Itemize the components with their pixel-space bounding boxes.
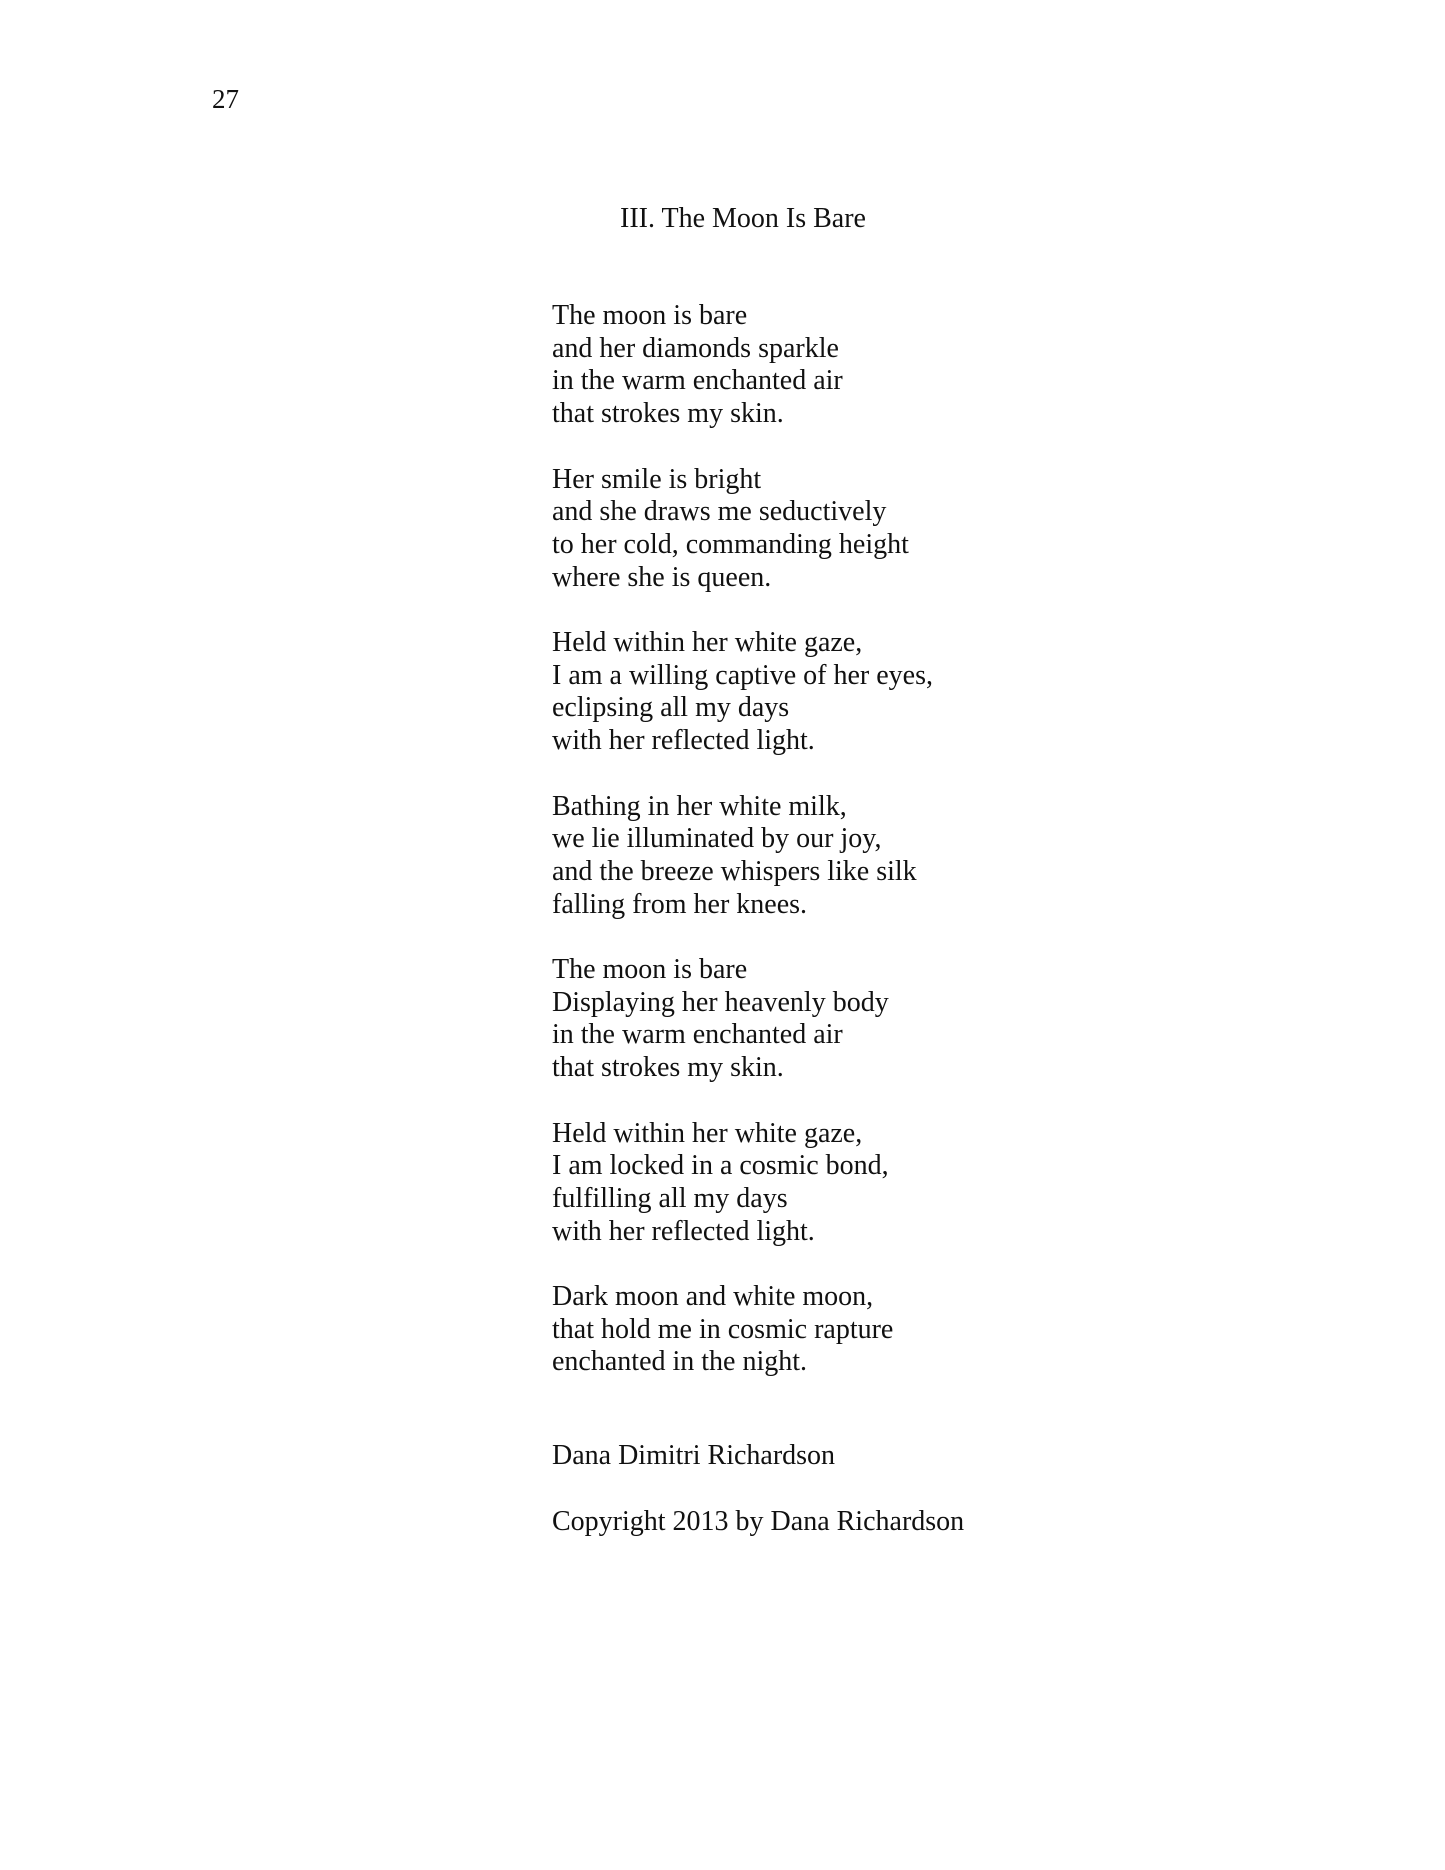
stanza-7	[552, 1281, 933, 1379]
poem-line: The moon is bare	[552, 954, 748, 985]
poem-line: with her reflected light.	[552, 725, 815, 757]
poem-line: The moon is bare	[552, 300, 748, 331]
poem-line: in the warm enchanted air	[552, 1019, 843, 1051]
poem-title: III. The Moon Is Bare	[620, 203, 866, 234]
poem-line: Displaying her heavenly body	[552, 986, 889, 1018]
poem-line: with her reflected light.	[552, 1215, 815, 1247]
poem-line: in the warm enchanted air	[552, 365, 843, 397]
poem-line: enchanted in the night.	[552, 1346, 808, 1378]
poem-line: Bathing in her white milk,	[552, 790, 847, 822]
stanza-2	[552, 464, 933, 595]
poem-line: where she is queen.	[552, 561, 772, 593]
poem-line: Dark moon and white moon,	[552, 1281, 874, 1312]
stanza-6	[552, 1118, 933, 1249]
poem-line: and her diamonds sparkle	[552, 332, 839, 364]
poem-line: fulfilling all my days	[552, 1182, 788, 1214]
poem-line: and she draws me seductively	[552, 496, 887, 528]
stanza-5	[552, 954, 933, 1085]
author-name: Dana Dimitri Richardson	[552, 1440, 836, 1471]
stanza-1	[552, 300, 933, 431]
poem-line: Held within her white gaze,	[552, 1117, 863, 1149]
poem-line: Her smile is bright	[552, 463, 762, 495]
poem-line: that hold me in cosmic rapture	[552, 1313, 894, 1345]
poem-line: that strokes my skin.	[552, 1052, 784, 1084]
page-number: 27	[212, 84, 239, 114]
stanza-3	[552, 627, 933, 758]
poem-line: that strokes my skin.	[552, 398, 784, 430]
poem-line: and the breeze whispers like silk	[552, 855, 917, 887]
copyright-notice: Copyright 2013 by Dana Richardson	[552, 1506, 965, 1537]
poem-line: Held within her white gaze,	[552, 627, 863, 658]
poem-line: we lie illuminated by our joy,	[552, 823, 882, 855]
poem-line: eclipsing all my days	[552, 692, 790, 724]
poem-line: falling from her knees.	[552, 888, 808, 920]
poem-line: I am a willing captive of her eyes,	[552, 659, 933, 691]
poem-body	[552, 300, 933, 1412]
poem-line: to her cold, commanding height	[552, 528, 909, 560]
stanza-4	[552, 791, 933, 922]
poem-line: I am locked in a cosmic bond,	[552, 1150, 889, 1182]
